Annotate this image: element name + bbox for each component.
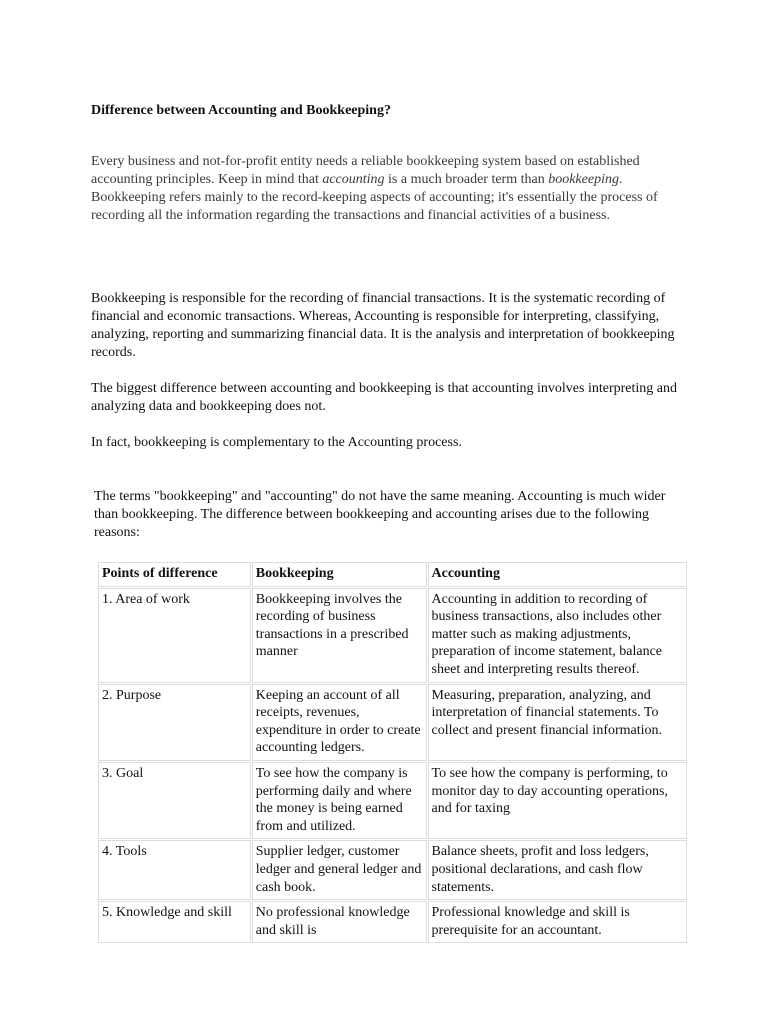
table-cell: Measuring, preparation, analyzing, and interpretation of financial statements. To collect and present financial information. <box>428 684 688 761</box>
intro-text-2: is a much broader term than <box>384 172 549 187</box>
table-header-cell: Points of difference <box>98 562 251 587</box>
table-row <box>98 588 687 683</box>
table-header-cell: Accounting <box>428 562 688 587</box>
table-cell: 4. Tools <box>98 840 251 900</box>
table-row <box>98 684 687 761</box>
intro-emphasis-bookkeeping: bookkeeping <box>548 172 619 187</box>
table-cell: Balance sheets, profit and loss ledgers, positional declarations, and cash flow statements. <box>428 840 688 900</box>
table-cell: 5. Knowledge and skill <box>98 901 251 943</box>
intro-paragraph <box>91 153 681 225</box>
table-cell: Keeping an account of all receipts, revenues, expenditure in order to create accounting ledgers. <box>252 684 427 761</box>
table-row <box>98 762 687 839</box>
biggest-difference-paragraph: The biggest difference between accounting and bookkeeping is that accounting involves interpreting and analyzing data and bookkeeping does not. <box>91 381 677 414</box>
table-cell: Accounting in addition to recording of business transactions, also includes other matter such as making adjustments, preparation of income statement, balance sheet and interpreting results thereof. <box>428 588 688 683</box>
table-row <box>98 840 687 900</box>
table-cell: 2. Purpose <box>98 684 251 761</box>
table-cell: Supplier ledger, customer ledger and general ledger and cash book. <box>252 840 427 900</box>
table-cell: Bookkeeping involves the recording of business transactions in a prescribed manner <box>252 588 427 683</box>
document-title: Difference between Accounting and Bookkeeping? <box>91 103 391 118</box>
bookkeeping-definition-paragraph: Bookkeeping is responsible for the recording of financial transactions. It is the systematic recording of financial and economic transactions. Whereas, Accounting is responsible for interpreting, classifying, analyzing, reporting and summarizing financial data. It is the analysis and interpretation of bookkeeping records. <box>91 291 675 360</box>
terms-paragraph: The terms "bookkeeping" and "accounting" do not have the same meaning. Accounting is much wider than bookkeeping. The difference between bookkeeping and accounting arises due to the following reasons: <box>94 489 666 540</box>
table-cell: 1. Area of work <box>98 588 251 683</box>
table-cell: 3. Goal <box>98 762 251 839</box>
intro-text-1: Every business and not-for-profit entity needs a reliable bookkeeping system based on established accounting principles. Keep in mind that <box>91 154 640 187</box>
complementary-paragraph: In fact, bookkeeping is complementary to the Accounting process. <box>91 435 462 450</box>
table-cell: To see how the company is performing daily and where the money is being earned from and utilized. <box>252 762 427 839</box>
intro-text-3: . Bookkeeping refers mainly to the record-keeping aspects of accounting; it's essentially the process of recording all the information regarding the transactions and financial activities of a business. <box>91 172 658 223</box>
table-row <box>98 901 687 943</box>
table-header-row <box>98 562 687 587</box>
intro-emphasis-accounting: accounting <box>322 172 385 187</box>
table-header-cell: Bookkeeping <box>252 562 427 587</box>
table-cell: To see how the company is performing, to monitor day to day accounting operations, and for taxing <box>428 762 688 839</box>
table-cell: No professional knowledge and skill is <box>252 901 427 943</box>
table-cell: Professional knowledge and skill is prerequisite for an accountant. <box>428 901 688 943</box>
difference-table <box>97 561 688 944</box>
